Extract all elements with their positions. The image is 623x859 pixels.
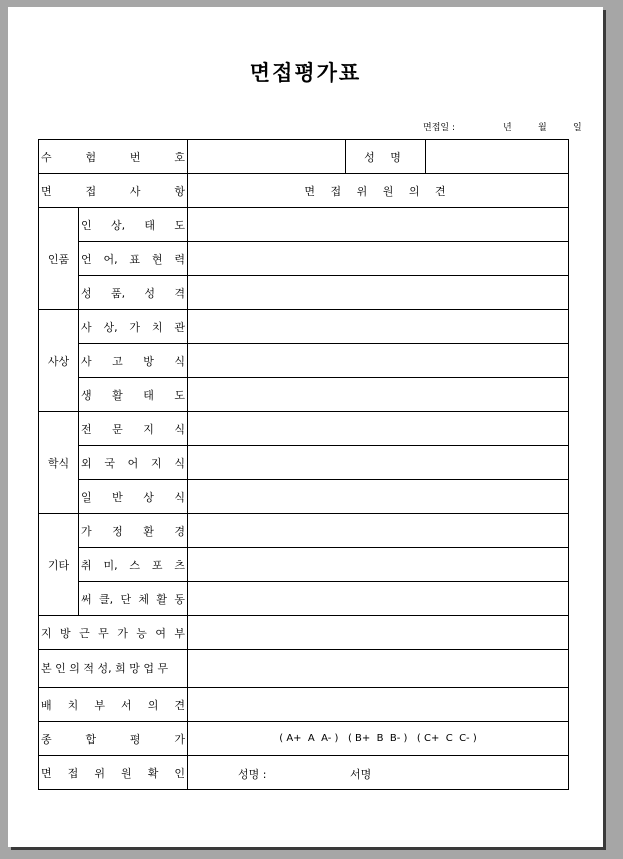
opinion-field[interactable] — [188, 514, 569, 548]
group-label-thought: 사상 — [39, 310, 79, 412]
item-label: 취 미, 스 포 츠 — [79, 548, 188, 582]
interviewer-confirm-label: 면 접 위 원 확 인 — [39, 756, 188, 790]
item-label: 써 클, 단 체 활 동 — [79, 582, 188, 616]
name-field[interactable] — [426, 140, 569, 174]
opinion-field[interactable] — [188, 582, 569, 616]
item-label: 사 상, 가 치 관 — [79, 310, 188, 344]
item-label: 인 상, 태 도 — [79, 208, 188, 242]
department-opinion-label: 배 치 부 서 의 견 — [39, 688, 188, 722]
opinion-field[interactable] — [188, 548, 569, 582]
opinion-field[interactable] — [188, 378, 569, 412]
opinion-field[interactable] — [188, 412, 569, 446]
interview-date-label: 면접일 : — [423, 123, 455, 133]
page-title: 면접평가표 — [249, 61, 362, 85]
sign-name-label: 성명 : — [238, 768, 267, 781]
opinion-field[interactable] — [188, 480, 569, 514]
item-label: 전 문 지 식 — [79, 412, 188, 446]
name-label: 성 명 — [346, 140, 426, 174]
group-label-personality: 인품 — [39, 208, 79, 310]
item-label: 성 품, 성 격 — [79, 276, 188, 310]
regional-work-label: 지 방 근 무 가 능 여 부 — [39, 616, 188, 650]
opinion-field[interactable] — [188, 242, 569, 276]
opinion-header: 면 접 위 원 의 견 — [188, 174, 569, 208]
signature-label: 서명 — [350, 768, 372, 781]
department-opinion-field[interactable] — [188, 688, 569, 722]
opinion-field[interactable] — [188, 310, 569, 344]
opinion-field[interactable] — [188, 446, 569, 480]
opinion-field[interactable] — [188, 276, 569, 310]
item-label: 언 어, 표 현 력 — [79, 242, 188, 276]
opinion-field[interactable] — [188, 344, 569, 378]
document-page — [8, 7, 603, 847]
item-label: 가 정 환 경 — [79, 514, 188, 548]
item-label: 외 국 어 지 식 — [79, 446, 188, 480]
date-month-label: 월 — [538, 123, 547, 133]
group-label-knowledge: 학식 — [39, 412, 79, 514]
aptitude-field[interactable] — [188, 650, 569, 688]
aptitude-label: 본 인 의 적 성, 희 망 업 무 — [39, 650, 188, 688]
exam-number-label: 수 험 번 호 — [39, 140, 188, 174]
exam-number-field[interactable] — [188, 140, 346, 174]
regional-work-field[interactable] — [188, 616, 569, 650]
evaluation-table — [38, 139, 569, 790]
item-label: 생 활 태 도 — [79, 378, 188, 412]
date-day-label: 일 — [573, 123, 582, 133]
opinion-field[interactable] — [188, 208, 569, 242]
overall-evaluation-label: 종 합 평 가 — [39, 722, 188, 756]
interviewer-signature-field[interactable] — [188, 756, 569, 790]
item-label: 일 반 상 식 — [79, 480, 188, 514]
item-label: 사 고 방 식 — [79, 344, 188, 378]
grade-options[interactable]: ( A+ A A- ) ( B+ B B- ) ( C+ C C- ) — [188, 722, 569, 756]
interview-items-header: 면 접 사 항 — [39, 174, 188, 208]
date-year-label: 년 — [503, 123, 512, 133]
group-label-other: 기타 — [39, 514, 79, 616]
